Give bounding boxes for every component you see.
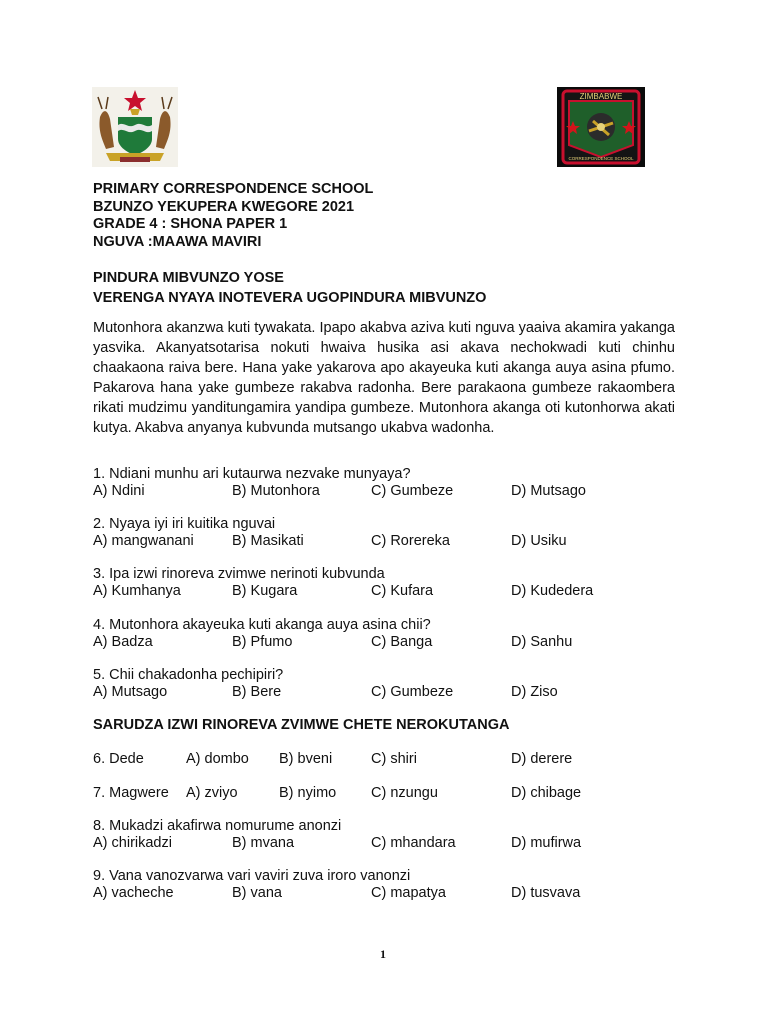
q4-option-b: B) Pfumo [232,634,293,650]
q3-option-d: D) Kudedera [511,583,594,599]
q3-option-b: B) Kugara [232,583,298,599]
q5-option-b: B) Bere [232,684,282,700]
question-4: 4. Mutonhora akayeuka kuti akanga auya asina chii? [93,617,431,633]
question-1: 1. Ndiani munhu ari kutaurwa nezvake munyaya? [93,466,411,482]
question-5: 5. Chii chakadonha pechipiri? [93,667,284,683]
q6-option-c: C) shiri [371,751,417,767]
q5-option-c: C) Gumbeze [371,684,454,700]
q9-option-c: C) mapatya [371,885,446,901]
story-passage: Mutonhora akanzwa kuti tywakata. Ipapo akabva aziva kuti nguva yaaiva akamira yakanga yasvika. Akanyatsotarisa nokuti hwaiva husika asi akava nechokwadi kuti chinhu chaakaona raiva bere. Hana yake yakarova apo akayeuka kuti akanga auya asina pfumo. Pakarova hana yake gumbeze rakabva radonha. Bere parakaona gumbeze rakaombera rikati mudzimu yanditungamira yandipa gumbeze. Mutonhora akanga oti kutonhorwa akati kutya. Akabva anyanya kubvunda mutsango ukabva wadonha. [93,320,675,436]
crest-top-text: ZIMBABWE [579,92,623,101]
coat-of-arms-icon [92,87,178,167]
q4-option-c: C) Banga [371,634,433,650]
grade-paper: GRADE 4 : SHONA PAPER 1 [93,216,288,232]
q3-option-c: C) Kufara [371,583,434,599]
q5-option-d: D) Ziso [511,684,558,700]
question-9: 9. Vana vanozvarwa vari vaviri zuva iroro vanonzi [93,868,411,884]
q8-option-c: C) mhandara [371,835,456,851]
q2-option-a: A) mangwanani [93,533,194,549]
question-6-word: 6. Dede [93,751,144,767]
question-3: 3. Ipa izwi rinoreva zvimwe nerinoti kubvunda [93,566,385,582]
instructions [93,268,486,308]
q3-option-a: A) Kumhanya [93,583,181,599]
q1-option-c: C) Gumbeze [371,483,454,499]
q1-option-a: A) Ndini [93,483,145,499]
instruction-answer-all: PINDURA MIBVUNZO YOSE [93,270,284,286]
duration: NGUVA :MAAWA MAVIRI [93,233,262,250]
q8-option-b: B) mvana [232,835,295,851]
q7-option-c: C) nzungu [371,785,438,801]
school-name: PRIMARY CORRESPONDENCE SCHOOL [93,181,374,197]
school-crest-logo [557,87,645,167]
document-header [93,181,373,251]
question-2: 2. Nyaya iyi iri kuitika nguvai [93,516,276,532]
q4-option-a: A) Badza [93,634,153,650]
question-8: 8. Mukadzi akafirwa nomurume anonzi [93,818,342,834]
instruction-read-story: VERENGA NYAYA INOTEVERA UGOPINDURA MIBVUNZO [93,290,487,306]
question-7-word: 7. Magwere [93,785,169,801]
q5-option-a: A) Mutsago [93,684,168,700]
school-crest-icon [557,87,645,167]
q6-option-a: A) dombo [186,751,249,767]
crest-bottom-text: CORRESPONDENCE SCHOOL [568,156,634,161]
q9-option-b: B) vana [232,885,282,901]
q6-option-d: D) derere [511,751,573,767]
q9-option-a: A) vacheche [93,885,174,901]
q1-option-b: B) Mutonhora [232,483,320,499]
q7-option-a: A) zviyo [186,785,238,801]
q9-option-d: D) tusvava [511,885,581,901]
q6-option-b: B) bveni [279,751,333,767]
exam-title: BZUNZO YEKUPERA KWEGORE 2021 [93,198,355,215]
q2-option-c: C) Rorereka [371,533,450,549]
coat-of-arms-logo [92,87,178,167]
q1-option-d: D) Mutsago [511,483,586,499]
section-2-title: SARUDZA IZWI RINOREVA ZVIMWE CHETE NEROKUTANGA [93,717,510,733]
q8-option-d: D) mufirwa [511,835,582,851]
q2-option-d: D) Usiku [511,533,567,549]
q4-option-d: D) Sanhu [511,634,573,650]
q8-option-a: A) chirikadzi [93,835,172,851]
q2-option-b: B) Masikati [232,533,304,549]
page-number: 1 [380,947,386,961]
q7-option-d: D) chibage [511,785,582,801]
q7-option-b: B) nyimo [279,785,337,801]
